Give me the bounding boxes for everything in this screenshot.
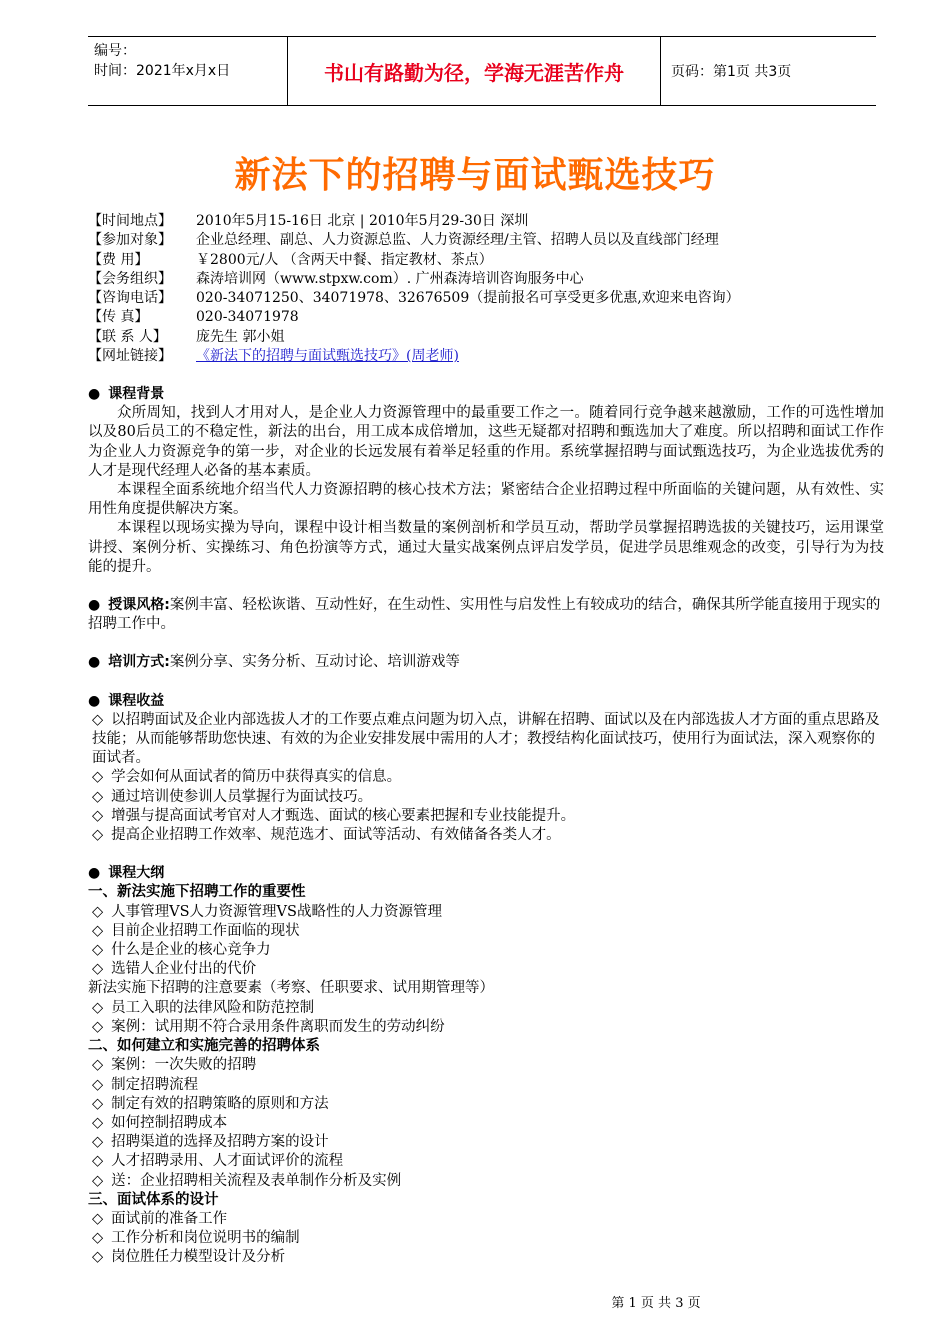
info-row: [88, 270, 888, 289]
diamond-icon: ◇: [92, 769, 104, 786]
info-value: [196, 347, 459, 366]
list-item: ◇ 案例：一次失败的招聘: [92, 1057, 257, 1074]
header-page-info: 页码：第1页 共3页: [671, 64, 792, 80]
section-training-method: ● 培训方式:案例分享、实务分析、互动讨论、培训游戏等: [88, 654, 460, 671]
diamond-icon: ◇: [92, 1095, 104, 1112]
list-item: ◇ 制定招聘流程: [92, 1076, 199, 1093]
diamond-icon: ◇: [92, 827, 104, 844]
info-row: [88, 212, 888, 231]
info-label: 【参加对象】: [88, 232, 172, 249]
list-item: ◇ 什么是企业的核心竞争力: [92, 942, 271, 959]
style-text: 案例丰富、轻松诙谐、互动性好，在生动性、实用性与启发性上有较成功的结合，确保其所学能直接用于现实的招聘工作中。: [88, 597, 881, 633]
info-row: [88, 289, 888, 308]
info-row: [88, 328, 888, 347]
list-item: ◇ 工作分析和岗位说明书的编制: [92, 1230, 300, 1247]
diamond-icon: ◇: [92, 807, 104, 824]
list-item: ◇ 以招聘面试及企业内部选拔人才的工作要点难点问题为切入点，讲解在招聘、面试以及在内部选拔人才方面的重点思路及技能；从而能够帮助您快速、有效的为企业安排发展中需用的人才；教授结构化面试技巧，使用行为面试法，深入观察你的面试者。: [92, 711, 880, 767]
info-label: 【费 用】: [88, 251, 149, 268]
list-item: ◇ 岗位胜任力模型设计及分析: [92, 1249, 286, 1266]
info-row: [88, 251, 888, 270]
diamond-icon: ◇: [92, 1057, 104, 1074]
section-heading-benefits: ● 课程收益: [88, 692, 165, 709]
number-label: 编号：: [94, 43, 136, 59]
list-item: ◇ 招聘渠道的选择及招聘方案的设计: [92, 1134, 329, 1151]
paragraph: 本课程全面系统地介绍当代人力资源招聘的核心技术方法；紧密结合企业招聘过程中所面临的关键问题，从有效性、实用性角度提供解决方案。: [88, 482, 884, 518]
document-title: 新法下的招聘与面试甄选技巧: [234, 155, 716, 196]
list-item: ◇ 目前企业招聘工作面临的现状: [92, 922, 300, 939]
diamond-icon: ◇: [92, 1153, 104, 1170]
time-label: 时间：2021年x月x日: [94, 63, 231, 79]
info-value: 020-34071250、34071978、32676509（提前报名可享受更多优惠,欢迎来电咨询）: [196, 290, 740, 307]
info-label: 【会务组织】: [88, 270, 172, 287]
list-item: ◇ 送：企业招聘相关流程及表单制作分析及实例: [92, 1172, 402, 1189]
list-item: ◇ 制定有效的招聘策略的原则和方法: [92, 1095, 329, 1112]
info-value: 庞先生 郭小姐: [196, 328, 285, 345]
header-meta: [88, 37, 288, 105]
list-item: ◇ 如何控制招聘成本: [92, 1114, 228, 1131]
info-row: [88, 308, 888, 327]
list-item: ◇ 选错人企业付出的代价: [92, 961, 257, 978]
header-motto: 书山有路勤为径，学海无涯苦作舟: [288, 37, 661, 105]
bullet-icon: ●: [88, 692, 101, 709]
course-content: [88, 385, 884, 1268]
list-item: ◇ 增强与提高面试考官对人才甄选、面试的核心要素把握和专业技能提升。: [92, 807, 576, 824]
info-value: 企业总经理、副总、人力资源总监、人力资源经理/主管、招聘人员以及直线部门经理: [196, 232, 719, 249]
info-row: [88, 231, 888, 250]
list-item: ◇ 案例：试用期不符合录用条件离职而发生的劳动纠纷: [92, 1018, 445, 1035]
diamond-icon: ◇: [92, 922, 104, 939]
diamond-icon: ◇: [92, 1076, 104, 1093]
list-item: ◇ 学会如何从面试者的简历中获得真实的信息。: [92, 769, 402, 786]
info-value: 2010年5月15-16日 北京 | 2010年5月29-30日 深圳: [196, 213, 529, 229]
section-heading-outline: ● 课程大纲: [88, 865, 165, 882]
paragraph: 众所周知，找到人才用对人，是企业人力资源管理中的最重要工作之一。随着同行竞争越来越激励，工作的可选性增加以及80后员工的不稳定性，新法的出台，用工成本成倍增加，这些无疑都对招聘和甄选加大了难度。所以招聘和面试工作作为企业人力资源竞争的第一步，对企业的长远发展有着举足轻重的作用。系统掌握招聘与面试甄选技巧，为企业选拔优秀的人才是现代经理人必备的基本素质。: [88, 405, 884, 479]
bullet-icon: ●: [88, 386, 101, 402]
info-row: [88, 347, 888, 366]
section-teaching-style: ● 授课风格:案例丰富、轻松诙谐、互动性好，在生动性、实用性与启发性上有较成功的结合，确保其所学能直接用于现实的招聘工作中。: [88, 597, 881, 633]
course-info: [88, 212, 888, 366]
course-link[interactable]: 《新法下的招聘与面试甄选技巧》(周老师): [196, 348, 459, 365]
list-item: ◇ 提高企业招聘工作效率、规范选才、面试等活动、有效储备各类人才。: [92, 827, 561, 844]
page-footer: 第 1 页 共 3 页: [611, 1296, 701, 1311]
diamond-icon: ◇: [92, 1114, 104, 1131]
diamond-icon: ◇: [92, 1134, 104, 1151]
diamond-icon: ◇: [92, 903, 104, 920]
diamond-icon: ◇: [92, 1018, 104, 1035]
section-heading-background: ● 课程背景: [88, 386, 165, 402]
list-item: ◇ 人事管理VS人力资源管理VS战略性的人力资源管理: [92, 903, 442, 920]
list-item: ◇ 员工入职的法律风险和防范控制: [92, 999, 315, 1016]
diamond-icon: ◇: [92, 711, 104, 728]
info-label: 【联 系 人】: [88, 328, 167, 345]
outline-part-title: 二、如何建立和实施完善的招聘体系: [88, 1038, 320, 1055]
bullet-icon: ●: [88, 654, 101, 671]
bullet-icon: ●: [88, 865, 101, 882]
list-item: ◇ 通过培训使参训人员掌握行为面试技巧。: [92, 788, 373, 805]
outline-part-title: 三、面试体系的设计: [88, 1191, 219, 1208]
diamond-icon: ◇: [92, 999, 104, 1016]
info-value: 020-34071978: [196, 309, 299, 326]
info-label: 【咨询电话】: [88, 290, 172, 307]
diamond-icon: ◇: [92, 788, 104, 805]
diamond-icon: ◇: [92, 1172, 104, 1189]
info-label: 【传 真】: [88, 309, 149, 326]
diamond-icon: ◇: [92, 1230, 104, 1247]
list-item: ◇ 人才招聘录用、人才面试评价的流程: [92, 1153, 344, 1170]
method-text: 案例分享、实务分析、互动讨论、培训游戏等: [169, 654, 460, 671]
info-label: 【网址链接】: [88, 348, 172, 365]
diamond-icon: ◇: [92, 942, 104, 959]
info-label: 【时间地点】: [88, 213, 172, 229]
diamond-icon: ◇: [92, 1249, 104, 1266]
bullet-icon: ●: [88, 597, 101, 614]
page-header: [88, 36, 876, 106]
list-item: ◇ 面试前的准备工作: [92, 1210, 228, 1227]
outline-subheading: 新法实施下招聘的注意要素（考察、任职要求、试用期管理等）: [88, 980, 494, 997]
outline-part-title: 一、新法实施下招聘工作的重要性: [88, 884, 306, 901]
info-value: 森涛培训网（www.stpxw.com）. 广州森涛培训咨询服务中心: [196, 270, 584, 287]
diamond-icon: ◇: [92, 1210, 104, 1227]
diamond-icon: ◇: [92, 961, 104, 978]
paragraph: 本课程以现场实操为导向，课程中设计相当数量的案例剖析和学员互动，帮助学员掌握招聘选拔的关键技巧，运用课堂讲授、案例分析、实操练习、角色扮演等方式，通过大量实战案例点评启发学员，促进学员思维观念的改变，引导行为为技能的提升。: [88, 520, 884, 575]
info-value: ￥2800元/人 （含两天中餐、指定教材、茶点）: [196, 251, 493, 268]
